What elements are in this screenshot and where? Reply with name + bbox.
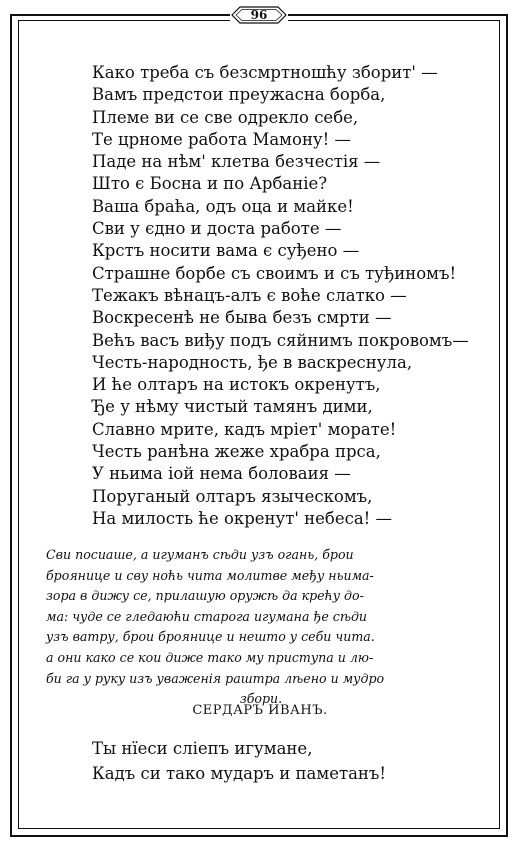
verse-line: Што є Босна и по Арбаніе? — [92, 174, 328, 194]
verse-line: Већъ васъ виђу подъ сяйнимъ покровомъ— — [92, 330, 469, 350]
verse-line: Поруганый олтаръ языческомъ, — [92, 486, 373, 506]
verse-line: Ты нїеси сліепъ игумане, — [92, 739, 313, 758]
verse-line: Тежакъ вѣнацъ-алъ є воће слатко — — [92, 285, 407, 305]
verse-line: Честь-народность, ђе в васкреснула, — [92, 352, 413, 372]
prose-line: зора в дижу се, прилашую оружѣ да крећу до- — [46, 588, 364, 604]
verse-line: Кадъ си тако мударъ и паметанъ! — [92, 764, 387, 783]
verse-line: И ће олтаръ на истокъ окренутъ, — [92, 375, 381, 395]
final-verse-block — [92, 736, 502, 786]
verse-line: На милость ће окренут' небеса! — — [92, 508, 393, 528]
verse-line: У ньима іой нема боловаия — — [92, 464, 351, 484]
prose-line: ма: чуде се гледаюћи старога игумана ђе сѣди — [46, 608, 368, 624]
verse-line: Племе ви се све одрекло себе, — [92, 107, 359, 127]
verse-line: Воскресенѣ не быва безъ смрти — — [92, 308, 392, 328]
verse-line: Паде на нѣм' клетва безчестія — — [92, 152, 381, 172]
prose-line: узъ ватру, брои броянице и нешто у себи чита. — [46, 629, 375, 645]
verse-line: Како треба съ безсмртношћу зборит' — — [92, 63, 438, 82]
verse-line: Честь ранѣна жеже храбра прса, — [92, 442, 381, 462]
verse-line: Вамъ предстои преужасна борба, — [92, 85, 386, 105]
prose-line: збори. — [239, 691, 283, 707]
verse-line: Те црноме работа Мамону! — — [92, 129, 352, 149]
prose-line: а они како се кои диже тако му приступа и лю- — [46, 649, 374, 665]
prose-paragraph — [46, 545, 476, 710]
page-number-ornament — [230, 4, 288, 26]
verse-line: Ваша браћа, одъ оца и майке! — [92, 196, 354, 216]
verse-line: Славно мрите, кадъ мріет' морате! — [92, 419, 397, 439]
prose-line: би га у руку изъ уваженія раштра лѣено и мудро — [46, 670, 385, 686]
verse-line: Страшне борбе съ своимъ и съ туђиномъ! — [92, 263, 457, 283]
prose-line: Сви посиаше, а игуманъ сѣди узъ огань, брои — [46, 547, 354, 562]
speaker-heading: СЕРДАРЪ ИВАНЪ. — [192, 703, 328, 718]
verse-line: Сви у єдно и доста работе — — [92, 219, 342, 239]
prose-line: броянице и сву ноћь чита молитве међу ньима- — [46, 567, 374, 583]
verse-line: Крстъ носити вама є суђено — — [92, 241, 360, 261]
verse-block — [92, 62, 502, 530]
page-number: 96 — [250, 8, 268, 22]
verse-line: Ђе у нѣму чистый тамянъ дими, — [92, 397, 373, 417]
